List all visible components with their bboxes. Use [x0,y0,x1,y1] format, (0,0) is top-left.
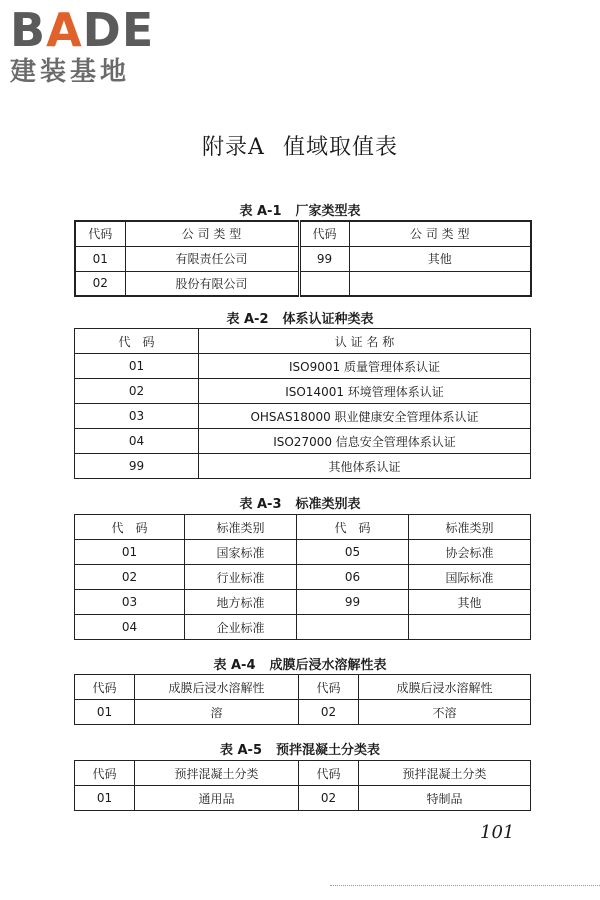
page-number: 101 [480,822,515,843]
table-row: 01 ISO9001 质量管理体系认证 [75,354,531,379]
table-header-row: 代 码 认 证 名 称 [75,329,531,354]
logo-wordmark: BADE [10,3,155,57]
table-row: 01 溶 02 不溶 [75,700,531,725]
table-row: 99 其他体系认证 [75,454,531,479]
page-title: 附录A 值域取值表 [202,135,398,160]
table-row: 01 国家标准 05 协会标准 [75,540,531,565]
table-a5 [74,760,531,811]
table-header-row: 代码 公 司 类 型 代码 公 司 类 型 [75,221,531,246]
table-row: 02 行业标准 06 国际标准 [75,565,531,590]
table-a4 [74,674,531,725]
table-a4-caption: 表 A-4 成膜后浸水溶解性表 [213,658,387,673]
table-header-row: 代码 成膜后浸水溶解性 代码 成膜后浸水溶解性 [75,675,531,700]
logo-subtitle: 建装基地 [10,57,131,87]
bottom-divider [330,885,600,886]
logo [10,3,180,88]
table-a3-caption: 表 A-3 标准类别表 [239,497,361,512]
table-header-row: 代 码 标准类别 代 码 标准类别 [75,515,531,540]
table-row: 03 地方标准 99 其他 [75,590,531,615]
table-a3 [74,514,531,640]
table-a2 [74,328,531,479]
table-row: 04 企业标准 [75,615,531,640]
table-a1-caption: 表 A-1 厂家类型表 [239,204,361,219]
table-row: 01 有限责任公司 99 其他 [75,246,531,271]
table-row: 02 ISO14001 环境管理体系认证 [75,379,531,404]
table-a1 [74,220,532,297]
table-a2-caption: 表 A-2 体系认证种类表 [226,312,374,327]
table-header-row: 代码 预拌混凝土分类 代码 预拌混凝土分类 [75,761,531,786]
table-a5-caption: 表 A-5 预拌混凝土分类表 [219,743,381,758]
table-row: 02 股份有限公司 [75,271,531,296]
table-row: 04 ISO27000 信息安全管理体系认证 [75,429,531,454]
table-row: 03 OHSAS18000 职业健康安全管理体系认证 [75,404,531,429]
table-row: 01 通用品 02 特制品 [75,786,531,811]
